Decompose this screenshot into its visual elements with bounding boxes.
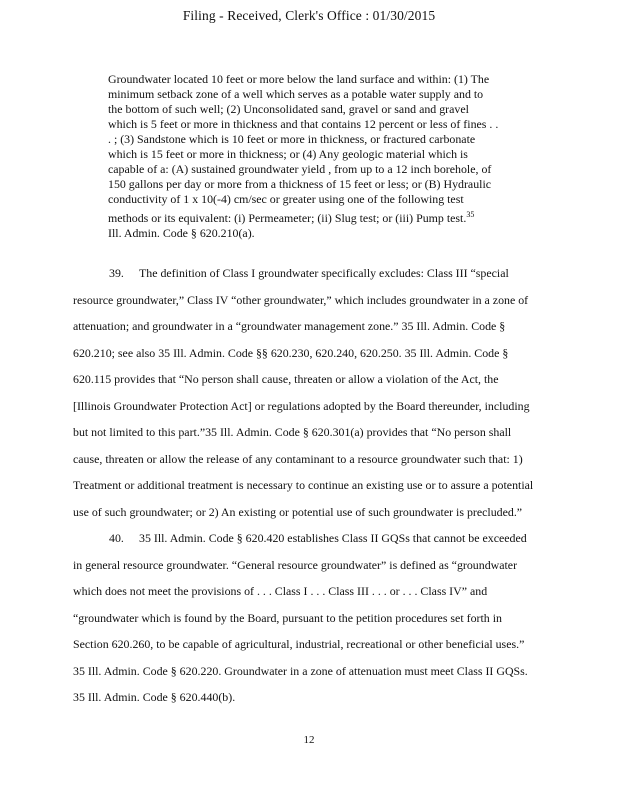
paragraph-line: 35 Ill. Admin. Code § 620.440(b).	[73, 690, 236, 704]
paragraph-line: 620.210; see also 35 Ill. Admin. Code §§ 620.230, 620.240, 620.250. 35 Ill. Admin. Code §	[73, 345, 509, 360]
block-quote-line: . ; (3) Sandstone which is 10 feet or more in thickness, or fractured carbonate	[108, 132, 476, 146]
paragraph-line: but not limited to this part.”35 Ill. Admin. Code § 620.301(a) provides that “No person shall	[73, 425, 512, 439]
block-quote-line: 150 gallons per day or more from a thickness of 15 feet or less; or (B) Hydraulic	[108, 177, 492, 191]
paragraph-line: resource groundwater,” Class IV “other groundwater,” which includes groundwater in a zone of	[73, 292, 529, 307]
block-quote-line: minimum setback zone of a well which serves as a potable water supply and to	[108, 87, 484, 101]
page-number: 12	[303, 734, 315, 746]
block-quote-line: capable of a: (A) sustained groundwater yield , from up to a 12 inch borehole, of	[108, 162, 492, 176]
paragraph-line: in general resource groundwater. “General resource groundwater” is defined as “groundwater	[73, 557, 518, 572]
block-quote-text: methods or its equivalent: (i) Permeameter; (ii) Slug test; or (iii) Pump test.	[108, 210, 467, 225]
paragraph-line: 35 Ill. Admin. Code § 620.420 establishes Class II GQSs that cannot be exceeded	[139, 531, 527, 545]
paragraph-line: Section 620.260, to be capable of agricultural, industrial, recreational or other beneficial uses.”	[73, 637, 525, 651]
filing-header: Filing - Received, Clerk's Office : 01/30/2015	[182, 8, 436, 23]
paragraph-line: which does not meet the provisions of . . . Class I . . . Class III . . . or . . . Class IV” and	[73, 584, 488, 598]
paragraph-line: 620.115 provides that “No person shall cause, threaten or allow a violation of the Act, the	[73, 372, 499, 386]
footnote-mark: 35	[466, 210, 475, 219]
block-quote-line: conductivity of 1 x 10(-4) cm/sec or greater using one of the following test	[108, 192, 464, 206]
paragraph-40-first-line	[73, 525, 600, 552]
block-quote-line: which is 15 feet or more in thickness; or (4) Any geologic material which is	[108, 147, 468, 161]
paragraph-number: 40.	[109, 531, 124, 545]
paragraph-number: 39.	[109, 266, 124, 280]
block-quote-line: Groundwater located 10 feet or more below the land surface and within: (1) The	[108, 72, 490, 86]
block-quote-line: Ill. Admin. Code § 620.210(a).	[108, 225, 255, 240]
paragraph-line: Treatment or additional treatment is necessary to continue an existing use or to assure a potential	[73, 478, 534, 492]
block-quote-line	[108, 207, 548, 226]
block-quote	[108, 72, 548, 241]
paragraph-line: “groundwater which is found by the Board, pursuant to the petition procedures set forth in	[73, 610, 502, 625]
paragraph-line: 35 Ill. Admin. Code § 620.220. Groundwater in a zone of attenuation must meet Class II GQSs.	[73, 663, 528, 678]
paragraph-line: [Illinois Groundwater Protection Act] or regulations adopted by the Board thereunder, including	[73, 398, 530, 413]
block-quote-line: which is 5 feet or more in thickness and that contains 12 percent or less of fines . .	[108, 117, 499, 131]
block-quote-line: the bottom of such well; (2) Unconsolidated sand, gravel or sand and gravel	[108, 102, 469, 116]
paragraph-line: cause, threaten or allow the release of any contaminant to a resource groundwater such that: 1)	[73, 451, 523, 466]
paragraph-line: The definition of Class I groundwater specifically excludes: Class III “special	[139, 266, 509, 280]
paragraph-line: attenuation; and groundwater in a “groundwater management zone.” 35 Ill. Admin. Code §	[73, 319, 506, 333]
body-text	[73, 260, 600, 711]
paragraph-line: use of such groundwater; or 2) An existing or potential use of such groundwater is precluded.”	[73, 504, 523, 519]
paragraph-39-first-line	[73, 260, 600, 287]
